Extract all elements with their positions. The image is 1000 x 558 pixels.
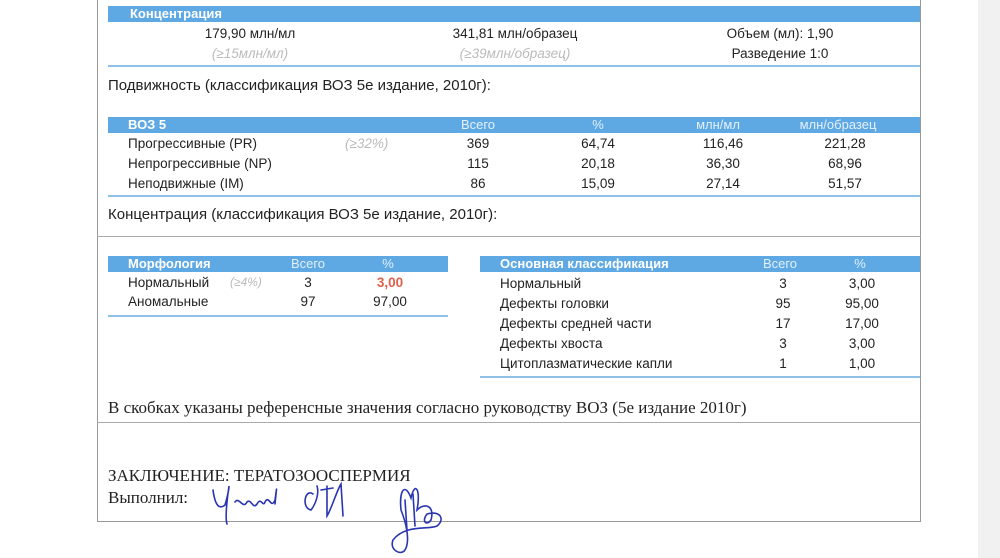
row-total: 1 [779,356,787,371]
row-total: 115 [467,156,489,171]
row-total: 17 [775,316,791,331]
col-who5: ВОЗ 5 [128,117,167,132]
row-label: Прогрессивные (PR) [128,136,258,151]
row-pct: 15,09 [581,176,615,191]
row-label: Дефекты головки [500,296,609,311]
divider [108,195,920,197]
row-per-sample: 51,57 [828,176,862,191]
row-total: 3 [304,275,312,290]
row-pct: 20,18 [581,156,615,171]
col-per-ml: млн/мл [696,117,740,132]
motility-header [108,117,920,133]
row-ref: (≥32%) [345,136,389,151]
row-ref: (≥4%) [230,275,262,289]
col-pct: % [854,256,866,271]
row-pct: 95,00 [845,296,879,311]
divider [97,422,921,423]
divider [108,65,920,67]
row-per-ml: 116,46 [702,136,744,151]
row-total: 369 [466,136,490,151]
signature [205,480,475,558]
col-classification: Основная классификация [500,256,669,271]
col-pct: % [382,256,394,271]
divider [97,236,921,237]
concentration-header [108,6,920,22]
row-label: Непрогрессивные (NP) [128,156,272,171]
row-pct: 3,00 [376,275,404,290]
divider [108,315,448,317]
col-per-sample: млн/образец [799,117,877,132]
col-total: Всего [762,256,798,271]
row-label: Нормальный [500,276,582,291]
row-label: Цитоплазматические капли [500,356,673,371]
row-label: Неподвижные (IM) [128,176,244,191]
row-pct: 3,00 [848,336,876,351]
row-pct: 64,74 [581,136,615,151]
reference-note: В скобках указаны референсные значения согласно руководству ВОЗ (5е издание 2010г) [108,398,747,417]
row-per-ml: 36,30 [706,156,740,171]
col-total: Всего [290,256,326,271]
morphology-header [108,256,448,272]
row-per-sample: 221,28 [824,136,866,151]
page-edge [978,0,1000,558]
row-total: 86 [470,176,486,191]
classification-header [480,256,920,272]
row-total: 97 [300,294,316,309]
concentration-per-sample: 341,81 млн/образец [452,26,578,41]
row-label: Дефекты средней части [500,316,652,331]
concentration-per-sample-ref: (≥39млн/образец) [459,46,571,61]
row-total: 95 [775,296,791,311]
col-total: Всего [460,117,496,132]
row-pct: 97,00 [373,294,407,309]
performed-by-label: Выполнил: [108,488,189,507]
concentration-per-ml-ref: (≥15млн/мл) [211,46,289,61]
row-pct: 17,00 [845,316,879,331]
row-label: Нормальный [128,275,210,290]
row-pct: 3,00 [848,276,876,291]
row-total: 3 [779,336,787,351]
volume: Объем (мл): 1,90 [726,26,834,41]
row-label: Дефекты хвоста [500,336,603,351]
conclusion: ЗАКЛЮЧЕНИЕ: ТЕРАТОЗООСПЕРМИЯ [108,466,411,485]
col-morphology: Морфология [128,256,211,271]
row-label: Аномальные [128,294,209,309]
motility-heading: Подвижность (классификация ВОЗ 5е издание, 2010г): [108,77,491,94]
dilution: Разведение 1:0 [731,46,829,61]
divider [480,376,920,378]
concentration-per-ml: 179,90 млн/мл [204,26,296,41]
concentration-heading: Концентрация (классификация ВОЗ 5е издание, 2010г): [108,206,498,223]
concentration-title: Концентрация [130,6,222,21]
row-per-sample: 68,96 [828,156,862,171]
row-per-ml: 27,14 [706,176,740,191]
row-total: 3 [779,276,787,291]
col-pct: % [592,117,604,132]
row-pct: 1,00 [848,356,876,371]
